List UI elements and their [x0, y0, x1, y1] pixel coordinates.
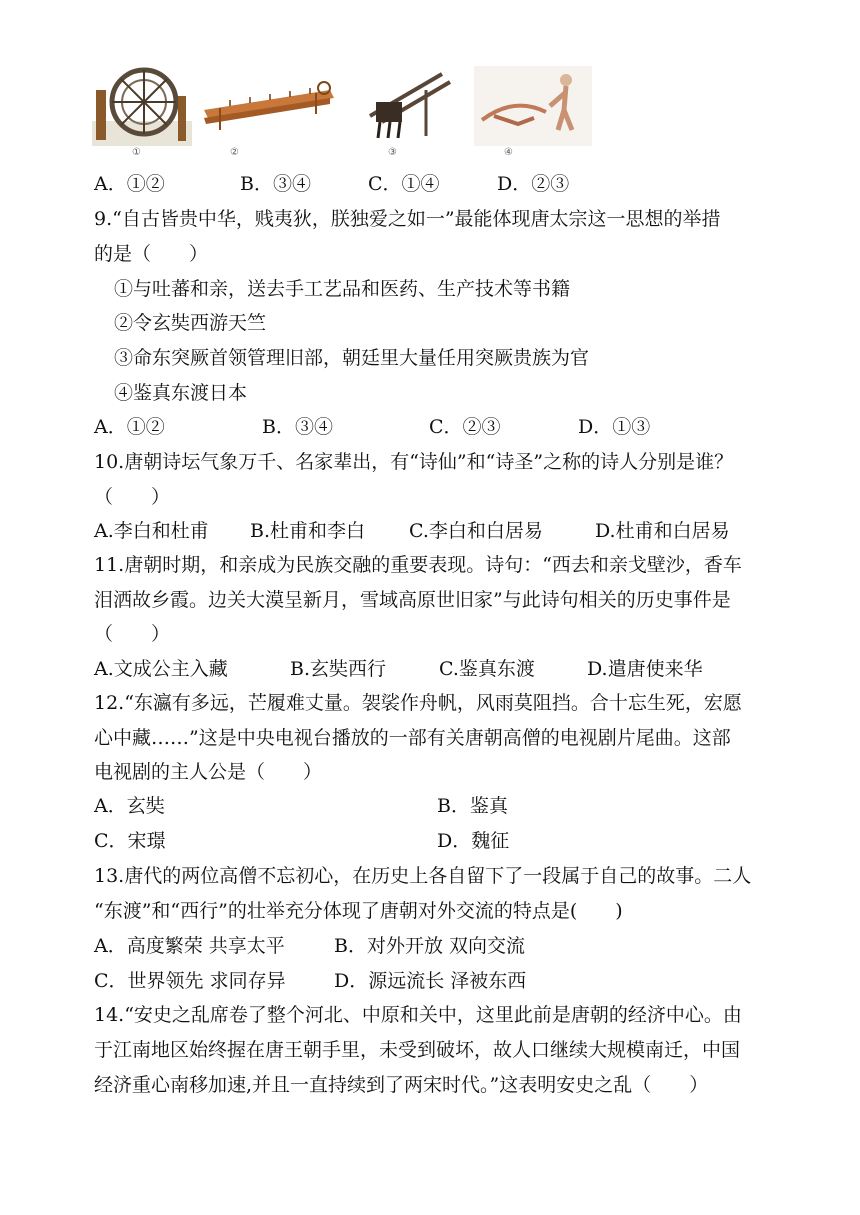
- q12-stem-line3: 电视剧的主人公是（ ）: [94, 761, 323, 783]
- q13-stem-line2: “东渡”和“西行”的壮举充分体现了唐朝对外交流的特点是( ): [94, 900, 623, 922]
- q14-stem-line1: 14.“安史之乱席卷了整个河北、中原和关中，这里此前是唐朝的经济中心。由: [94, 1004, 742, 1026]
- q10-option-a[interactable]: A.李白和杜甫: [94, 520, 209, 542]
- q14-stem-line2: 于江南地区始终握在唐王朝手里，未受到破坏，故人口继续大规模南迁，中国: [94, 1039, 741, 1061]
- q10-option-b[interactable]: B.杜甫和李白: [250, 520, 366, 542]
- water-wheel-icon: [92, 66, 192, 146]
- q12-stem-line1: 12.“东瀛有多远，芒履难丈量。袈裟作舟帆，风雨莫阻挡。合十忘生死，宏愿: [94, 692, 742, 714]
- q9-option-b[interactable]: B．③④: [262, 416, 333, 438]
- q8-option-c[interactable]: C．①④: [368, 173, 440, 195]
- q9-item-4: ④鉴真东渡日本: [114, 382, 248, 404]
- q8-option-b[interactable]: B．③④: [240, 173, 311, 195]
- q10-option-d[interactable]: D.杜甫和白居易: [595, 520, 730, 542]
- tool-4: [474, 66, 592, 158]
- q11-stem-line1: 11.唐朝时期，和亲成为民族交融的重要表现。诗句：“西去和亲戈壁沙，香车: [94, 554, 742, 576]
- q9-item-1: ①与吐蕃和亲，送去手工艺品和医药、生产技术等书籍: [114, 278, 571, 300]
- q9-option-d[interactable]: D．①③: [578, 416, 651, 438]
- q11-option-a[interactable]: A.文成公主入藏: [94, 658, 228, 680]
- q13-option-d[interactable]: D．源远流长 泽被东西: [334, 970, 527, 992]
- q10-option-c[interactable]: C.李白和白居易: [409, 520, 543, 542]
- q12-option-d[interactable]: D．魏征: [437, 830, 510, 852]
- seed-drill-icon: [360, 66, 460, 146]
- q11-option-c[interactable]: C.鉴真东渡: [439, 658, 535, 680]
- figure-label-2: ②: [230, 147, 239, 158]
- tool-1: [92, 66, 192, 158]
- q13-stem-line1: 13.唐代的两位高僧不忘初心，在历史上各自留下了一段属于自己的故事。二人: [94, 865, 752, 887]
- q9-option-c[interactable]: C．②③: [429, 416, 501, 438]
- q12-option-b[interactable]: B．鉴真: [437, 795, 508, 817]
- q11-stem-line3: （ ）: [94, 623, 171, 645]
- q11-stem-line2: 泪洒故乡霞。边关大漠呈新月，雪域高原世旧家”与此诗句相关的历史事件是: [94, 589, 731, 611]
- dragon-backbone-pump-icon: [200, 66, 340, 146]
- q9-stem-line2: 的是（ ）: [94, 243, 209, 265]
- q13-option-b[interactable]: B．对外开放 双向交流: [334, 935, 526, 957]
- q13-option-c[interactable]: C．世界领先 求同存异: [94, 970, 286, 992]
- figure-label-4: ④: [504, 147, 513, 158]
- figure-label-3: ③: [388, 147, 397, 158]
- farm-tools-figure: [92, 66, 592, 158]
- q9-item-3: ③命东突厥首领管理旧部，朝廷里大量任用突厥贵族为官: [114, 347, 590, 369]
- q10-stem-line2: （ ）: [94, 486, 171, 508]
- q8-option-d[interactable]: D．②③: [497, 173, 570, 195]
- q11-option-b[interactable]: B.玄奘西行: [290, 658, 387, 680]
- q8-option-a[interactable]: A．①②: [94, 173, 165, 195]
- q11-option-d[interactable]: D.遣唐使来华: [587, 658, 703, 680]
- q12-stem-line2: 心中藏……”这是中央电视台播放的一部有关唐朝高僧的电视剧片尾曲。这部: [94, 727, 731, 749]
- q9-item-2: ②令玄奘西游天竺: [114, 312, 267, 334]
- tool-3: [360, 66, 460, 158]
- q12-option-c[interactable]: C．宋璟: [94, 830, 166, 852]
- tool-2: [200, 66, 340, 158]
- curved-plough-icon: [474, 66, 592, 146]
- q12-option-a[interactable]: A．玄奘: [94, 795, 165, 817]
- q14-stem-line3: 经济重心南移加速,并且一直持续到了两宋时代。”这表明安史之乱（ ）: [94, 1074, 709, 1096]
- q9-stem-line1: 9.“自古皆贵中华，贱夷狄，朕独爱之如一”最能体现唐太宗这一思想的举措: [94, 208, 721, 230]
- figure-label-1: ①: [132, 147, 141, 158]
- q10-stem-line1: 10.唐朝诗坛气象万千、名家辈出，有“诗仙”和“诗圣”之称的诗人分别是谁？: [94, 451, 734, 473]
- q13-option-a[interactable]: A．高度繁荣 共享太平: [94, 935, 285, 957]
- q9-option-a[interactable]: A．①②: [94, 416, 165, 438]
